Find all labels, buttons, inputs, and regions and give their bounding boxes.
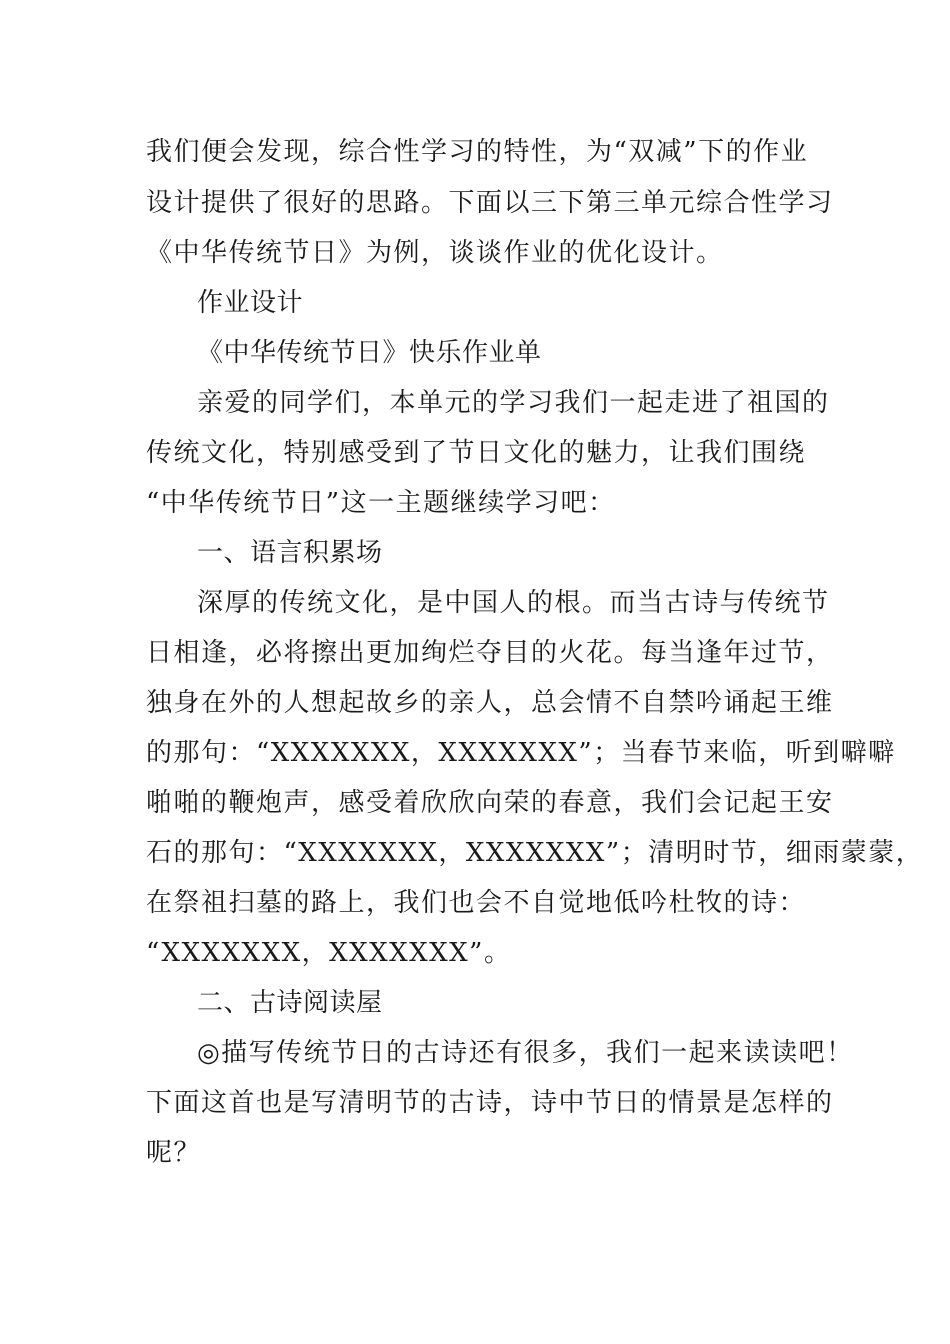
section-heading-language: 一、语言积累场 bbox=[197, 538, 383, 568]
paragraph-line: 传统文化，特别感受到了节日文化的魅力，让我们围绕 bbox=[146, 438, 807, 468]
paragraph-line: 在祭祖扫墓的路上，我们也会不自觉地低吟杜牧的诗： bbox=[146, 888, 807, 918]
paragraph-line: 的那句：“XXXXXXX，XXXXXXX”；当春节来临，听到噼噼 bbox=[146, 738, 896, 768]
paragraph-line: 呢？ bbox=[146, 1138, 202, 1168]
paragraph-line: ◎描写传统节日的古诗还有很多，我们一起来读读吧！ bbox=[197, 1038, 854, 1068]
paragraph-line: 啪啪的鞭炮声，感受着欣欣向荣的春意，我们会记起王安 bbox=[146, 788, 834, 818]
paragraph-line: 我们便会发现，综合性学习的特性，为“双减”下的作业 bbox=[146, 137, 809, 167]
worksheet-title: 《中华传统节日》快乐作业单 bbox=[197, 338, 542, 368]
paragraph-line: 石的那句：“XXXXXXX，XXXXXXX”；清明时节，细雨蒙蒙， bbox=[146, 838, 924, 868]
paragraph-line: “中华传统节日”这一主题继续学习吧： bbox=[146, 488, 616, 518]
section-heading-assignment-design: 作业设计 bbox=[197, 288, 304, 318]
paragraph-line: “XXXXXXX，XXXXXXX”。 bbox=[146, 938, 512, 968]
paragraph-line: 日相逢，必将擦出更加绚烂夺目的火花。每当逢年过节， bbox=[146, 638, 834, 668]
paragraph-line: 亲爱的同学们，本单元的学习我们一起走进了祖国的 bbox=[197, 388, 830, 418]
paragraph-line: 独身在外的人想起故乡的亲人，总会情不自禁吟诵起王维 bbox=[146, 688, 834, 718]
section-heading-poetry: 二、古诗阅读屋 bbox=[197, 988, 383, 1018]
paragraph-line: 下面这首也是写清明节的古诗，诗中节日的情景是怎样的 bbox=[146, 1088, 834, 1118]
paragraph-line: 设计提供了很好的思路。下面以三下第三单元综合性学习 bbox=[146, 188, 834, 218]
paragraph-line: 深厚的传统文化，是中国人的根。而当古诗与传统节 bbox=[197, 588, 830, 618]
paragraph-line: 《中华传统节日》为例，谈谈作业的优化设计。 bbox=[146, 238, 724, 268]
